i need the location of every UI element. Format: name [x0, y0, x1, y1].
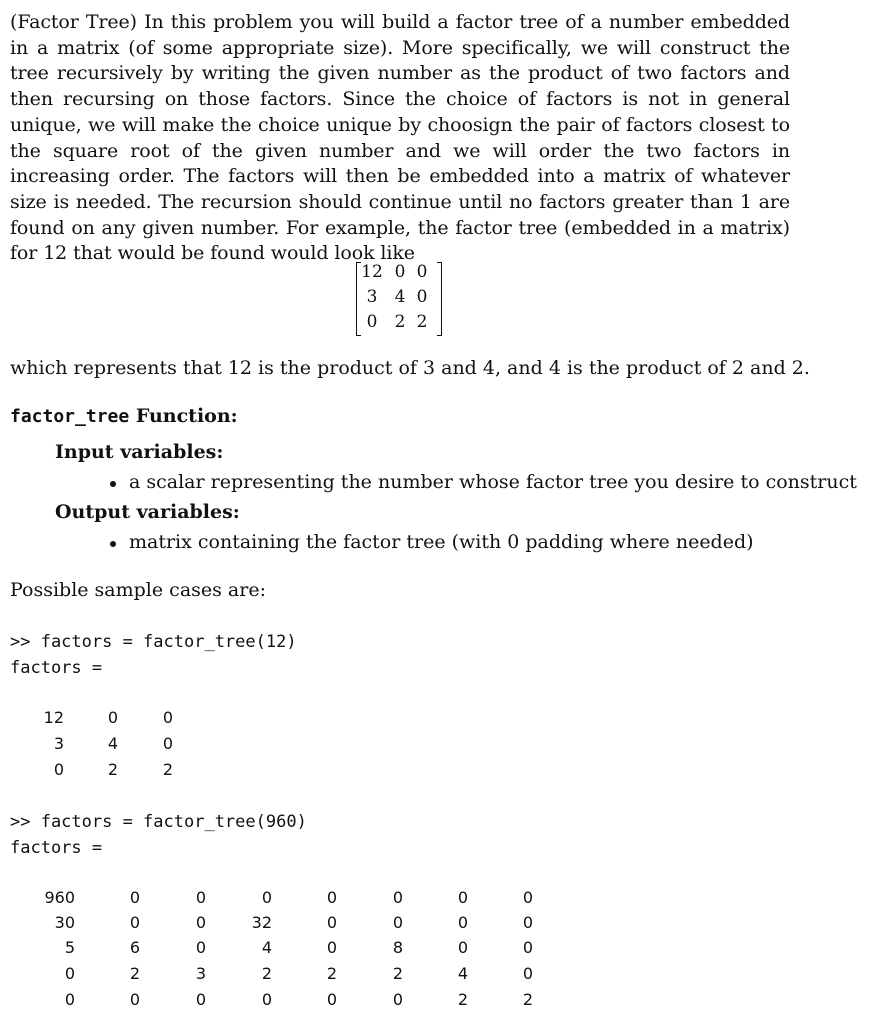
- samples-intro: Possible sample cases are:: [10, 579, 266, 601]
- matrix-value: 0: [195, 938, 206, 957]
- matrix-value: 2: [457, 990, 468, 1009]
- matrix-value: 0: [162, 734, 173, 753]
- matrix-value: 2: [107, 760, 118, 779]
- matrix-value: 6: [129, 938, 140, 957]
- matrix-value: 4: [107, 734, 118, 753]
- matrix-value: 4: [261, 938, 272, 957]
- matrix-value: 960: [44, 888, 75, 907]
- matrix-value: 0: [522, 913, 533, 932]
- matrix-value: 0: [522, 888, 533, 907]
- bullet: [110, 541, 116, 547]
- matrix-value: 0: [326, 990, 337, 1009]
- matrix-cell: 4: [394, 287, 406, 307]
- matrix-value: 0: [522, 964, 533, 983]
- matrix-value: 0: [457, 888, 468, 907]
- matrix-cell: 0: [366, 312, 378, 332]
- matrix-value: 0: [107, 708, 118, 727]
- sample2-result-label: factors =: [10, 838, 103, 858]
- matrix-value: 0: [522, 938, 533, 957]
- matrix-value: 0: [326, 888, 337, 907]
- matrix-value: 0: [326, 913, 337, 932]
- function-heading: [10, 405, 238, 427]
- bullet: [110, 481, 116, 487]
- matrix-value: 2: [129, 964, 140, 983]
- matrix-value: 0: [457, 938, 468, 957]
- matrix-value: 2: [261, 964, 272, 983]
- matrix-value: 12: [43, 708, 64, 727]
- matrix-value: 0: [129, 888, 140, 907]
- input-item: a scalar representing the number whose factor tree you desire to construct: [129, 471, 857, 493]
- sample1-command: >> factors = factor_tree(12): [10, 632, 297, 652]
- matrix-value: 2: [162, 760, 173, 779]
- matrix-value: 0: [261, 990, 272, 1009]
- matrix-value: 4: [457, 964, 468, 983]
- matrix-value: 0: [195, 990, 206, 1009]
- matrix-value: 32: [251, 913, 272, 932]
- matrix-value: 2: [392, 964, 403, 983]
- matrix-value: 30: [54, 913, 75, 932]
- right-bracket: [437, 262, 442, 336]
- input-heading: Input variables:: [55, 441, 224, 463]
- matrix-value: 0: [64, 990, 75, 1009]
- matrix-value: 0: [129, 990, 140, 1009]
- function-name: factor_tree: [10, 406, 130, 427]
- matrix-value: 0: [53, 760, 64, 779]
- matrix-value: 0: [457, 913, 468, 932]
- output-heading: Output variables:: [55, 501, 240, 523]
- matrix-cell: 12: [361, 262, 383, 282]
- matrix-value: 3: [53, 734, 64, 753]
- matrix-cell: 0: [416, 287, 428, 307]
- matrix-cell: 3: [366, 287, 378, 307]
- sample2-command: >> factors = factor_tree(960): [10, 812, 307, 832]
- matrix-value: 0: [261, 888, 272, 907]
- function-label: Function:: [129, 405, 238, 427]
- matrix-value: 0: [392, 913, 403, 932]
- example-matrix: [356, 262, 442, 336]
- matrix-value: 2: [522, 990, 533, 1009]
- matrix-value: 5: [64, 938, 75, 957]
- matrix-value: 0: [392, 888, 403, 907]
- matrix-cell: 2: [394, 312, 406, 332]
- matrix-value: 0: [195, 913, 206, 932]
- output-item: matrix containing the factor tree (with 0 padding where needed): [129, 531, 754, 553]
- matrix-cell: 0: [394, 262, 406, 282]
- matrix-value: 8: [392, 938, 403, 957]
- matrix-value: 0: [326, 938, 337, 957]
- matrix-cell: 2: [416, 312, 428, 332]
- matrix-value: 0: [129, 913, 140, 932]
- matrix-value: 0: [64, 964, 75, 983]
- sample1-result-label: factors =: [10, 658, 103, 678]
- matrix-cell: 0: [416, 262, 428, 282]
- matrix-value: 0: [162, 708, 173, 727]
- matrix-value: 0: [392, 990, 403, 1009]
- matrix-value: 0: [195, 888, 206, 907]
- explanation-text: which represents that 12 is the product of 3 and 4, and 4 is the product of 2 and 2.: [10, 357, 810, 379]
- matrix-value: 3: [195, 964, 206, 983]
- matrix-value: 2: [326, 964, 337, 983]
- problem-description: (Factor Tree) In this problem you will build a factor tree of a number embedded in a matrix (of some appropriate size). More specifically, we will construct the tree recursively by writing the given number as the product of two factors and then recursing on those factors. Since the choice of factors is not in general unique, we will make the choice unique by choosign the pair of factors closest to the square root of the given number and we will order the two factors in increasing order. The factors will then be embedded into a matrix of whatever size is needed. The recursion should continue until no factors greater than 1 are found on any given number. For example, the factor tree (embedded in a matrix) for 12 that would be found would look like: [10, 11, 790, 265]
